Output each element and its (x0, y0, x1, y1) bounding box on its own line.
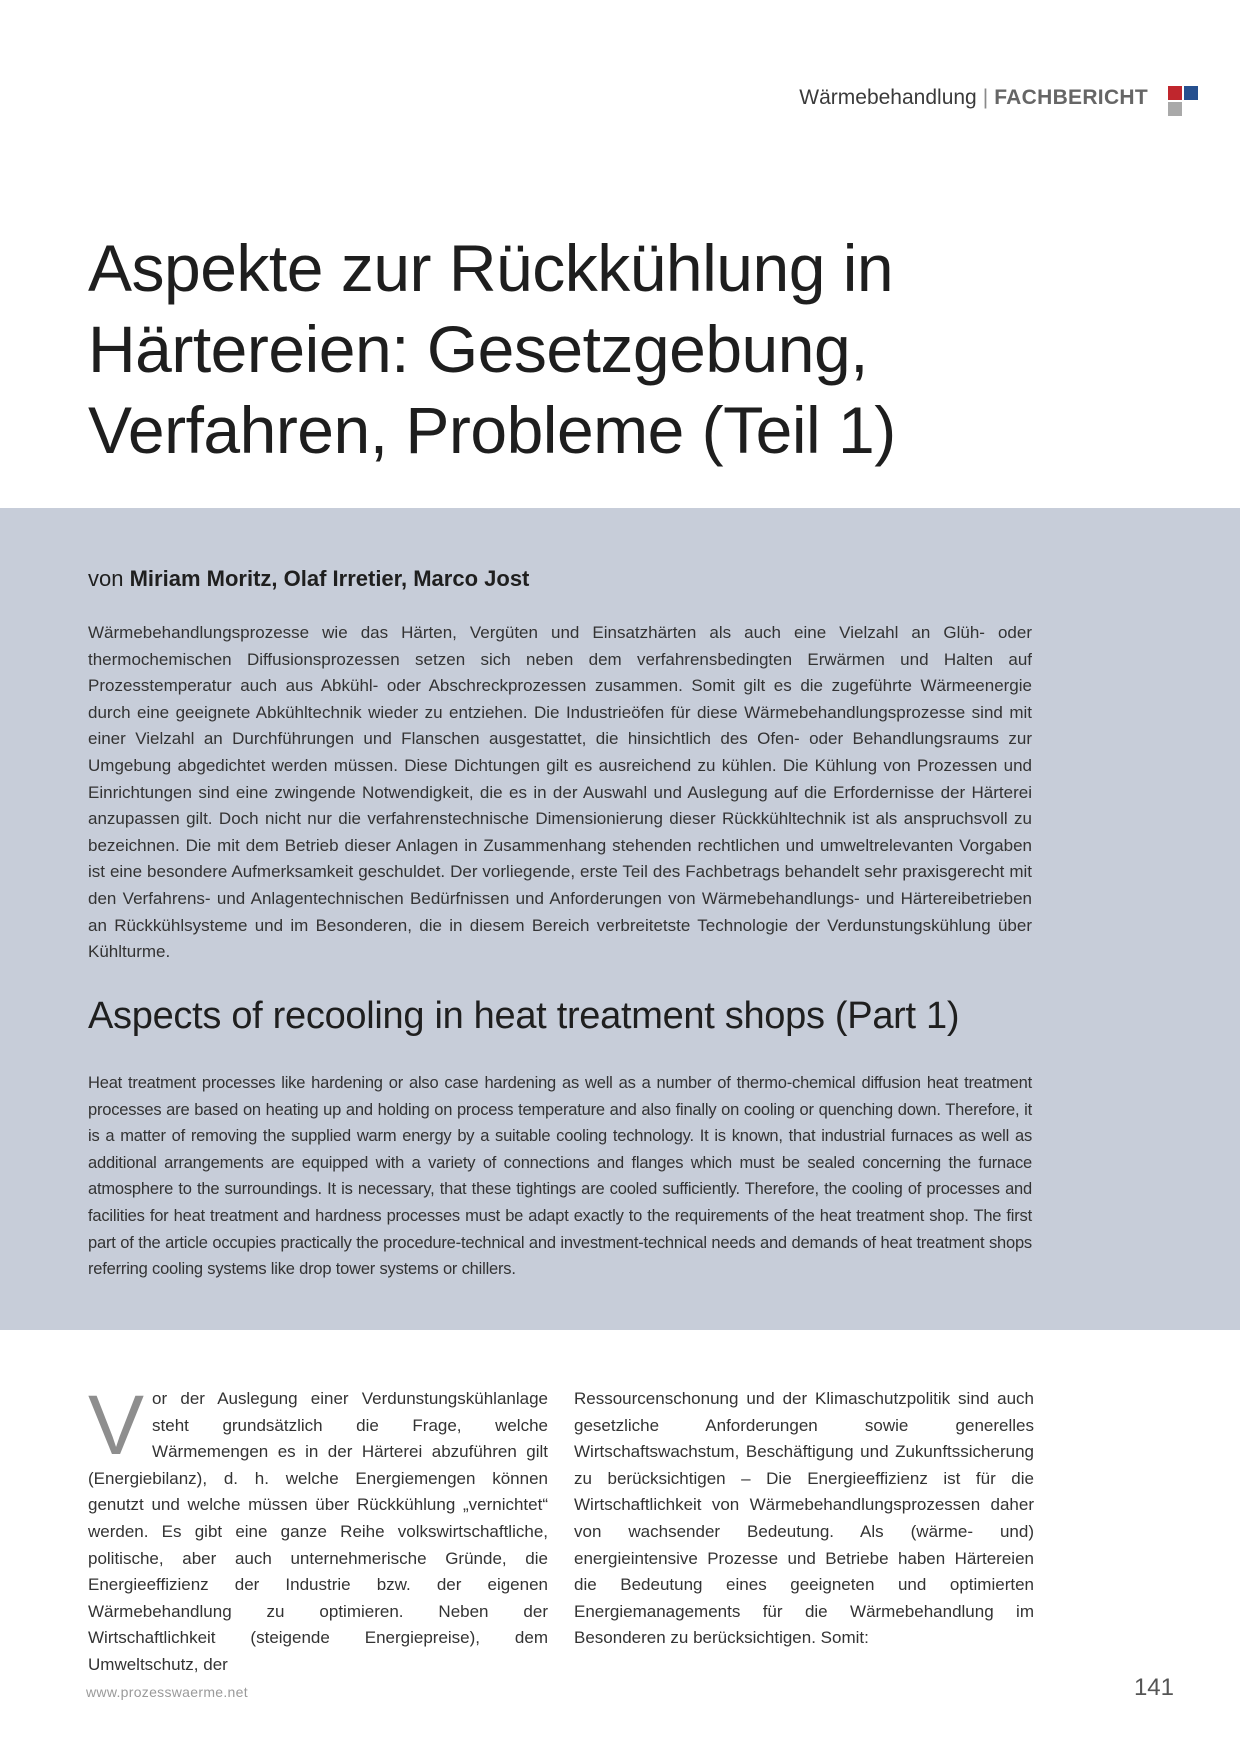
logo-square-red (1168, 86, 1182, 100)
logo-square-grey (1168, 102, 1182, 116)
logo-squares-icon (1168, 86, 1200, 118)
drop-cap: V (88, 1378, 145, 1472)
abstract-english: Heat treatment processes like hardening or also case hardening as well as a number of thermo-chemical diffusion heat treatment processes are based on heating up and holding on process temperature and also finally on cooling or quenching down. Therefore, it is a matter of removing the supplied warm energy by a suitable cooling technology. It is known, that industrial furnaces as well as additional arrangements are equipped with a variety of connections and flanges which must be sealed concerning the furnace atmosphere to the surroundings. It is necessary, that these tightings are cooled sufficiently. Therefore, the cooling of processes and facilities for heat treatment and hardness processes must be adapt exactly to the requirements of the heat treatment shop. The first part of the article occupies practically the procedure-technical and investment-technical needs and demands of heat treatment shops referring cooling systems like drop tower systems or chillers. (88, 1074, 1032, 1279)
header-separator: | (982, 86, 989, 109)
body-text-left: or der Auslegung einer Verdunstungskühlanlage steht grundsätzlich die Frage, welche Wärmemengen es in der Härterei abzuführen gilt (Energiebilanz), d. h. welche Energiemengen können genutzt und welche müssen über Rückkühlung „vernichtet“ werden. Es gibt eine ganze Reihe volkswirtschaftliche, politische, aber auch unternehmerische Gründe, die Energieeffizienz der Industrie bzw. der eigenen Wärmebehandlung zu optimieren. Neben der Wirtschaftlichkeit (steigende Energiepreise), dem Umweltschutz, der (88, 1389, 548, 1674)
page-number: 141 (1133, 1674, 1174, 1701)
header-section: Wärmebehandlung (799, 86, 977, 109)
abstract-german: Wärmebehandlungsprozesse wie das Härten, Vergüten und Einsatzhärten als auch eine Vielzahl an Glüh- oder thermochemischen Diffusionsprozessen setzen sich neben dem verfahrensbedingten Erwärmen und Halten auf Prozesstemperatur auch aus Abkühl- oder Abschreckprozessen zusammen. Somit gilt es die zugeführte Wärmeenergie durch eine geeignete Abkühltechnik wieder zu entziehen. Die Industrieöfen für diese Wärmebehandlungsprozesse sind mit einer Vielzahl an Durchführungen und Flanschen ausgestattet, die hinsichtlich des Ofen- oder Behandlungsraums zur Umgebung abgedichtet werden müssen. Diese Dichtungen gilt es ausreichend zu kühlen. Die Kühlung von Prozessen und Einrichtungen sind eine zwingende Notwendigkeit, die es in der Auswahl und Auslegung auf die Erfordernisse der Härterei anzupassen gilt. Doch nicht nur die verfahrenstechnische Dimensionierung dieser Rückkühltechnik ist als anspruchsvoll zu bezeichnen. Die mit dem Betrieb dieser Anlagen in Zusammenhang stehenden rechtlichen und umweltrelevanten Vorgaben ist eine besondere Aufmerksamkeit geschuldet. Der vorliegende, erste Teil des Fachbetrags behandelt sehr praxisgerecht mit den Verfahrens- und Anlagentechnischen Bedürfnissen und Anforderungen von Wärmebehandlungs- und Härtereibetrieben an Rückkühlsysteme und im Besonderen, die in diesem Bereich verbreitetste Technologie der Verdunstungskühlung über Kühlturme. (88, 623, 1032, 962)
running-header (799, 86, 1148, 110)
author-names: Miriam Moritz, Olaf Irretier, Marco Jost (129, 566, 530, 591)
header-category: FACHBERICHT (994, 86, 1148, 109)
byline-prefix: von (88, 566, 124, 591)
english-title: Aspects of recooling in heat treatment shops (Part 1) (88, 995, 960, 1037)
body-column-right (574, 1386, 1034, 1652)
footer-url: www.prozesswaerme.net (86, 1684, 248, 1700)
logo-square-blue (1184, 86, 1198, 100)
body-column-left (88, 1378, 548, 1679)
article-title: Aspekte zur Rückkühlung in Härtereien: Gesetzgebung, Verfahren, Probleme (Teil 1) (88, 231, 896, 467)
byline (88, 566, 529, 592)
body-text-right: Ressourcenschonung und der Klimaschutzpolitik sind auch gesetzliche Anforderungen sowie generelles Wirtschaftswachstum, Beschäftigung und Zukunftssicherung zu berücksichtigen – Die Energieeffizienz ist für die Wirtschaftlichkeit von Wärmebehandlungsprozessen daher von wachsender Bedeutung. Als (wärme- und) energieintensive Prozesse und Betriebe haben Härtereien die Bedeutung eines geeigneten und optimierten Energiemanagements für die Wärmebehandlung im Besonderen zu berücksichtigen. Somit: (574, 1389, 1034, 1648)
